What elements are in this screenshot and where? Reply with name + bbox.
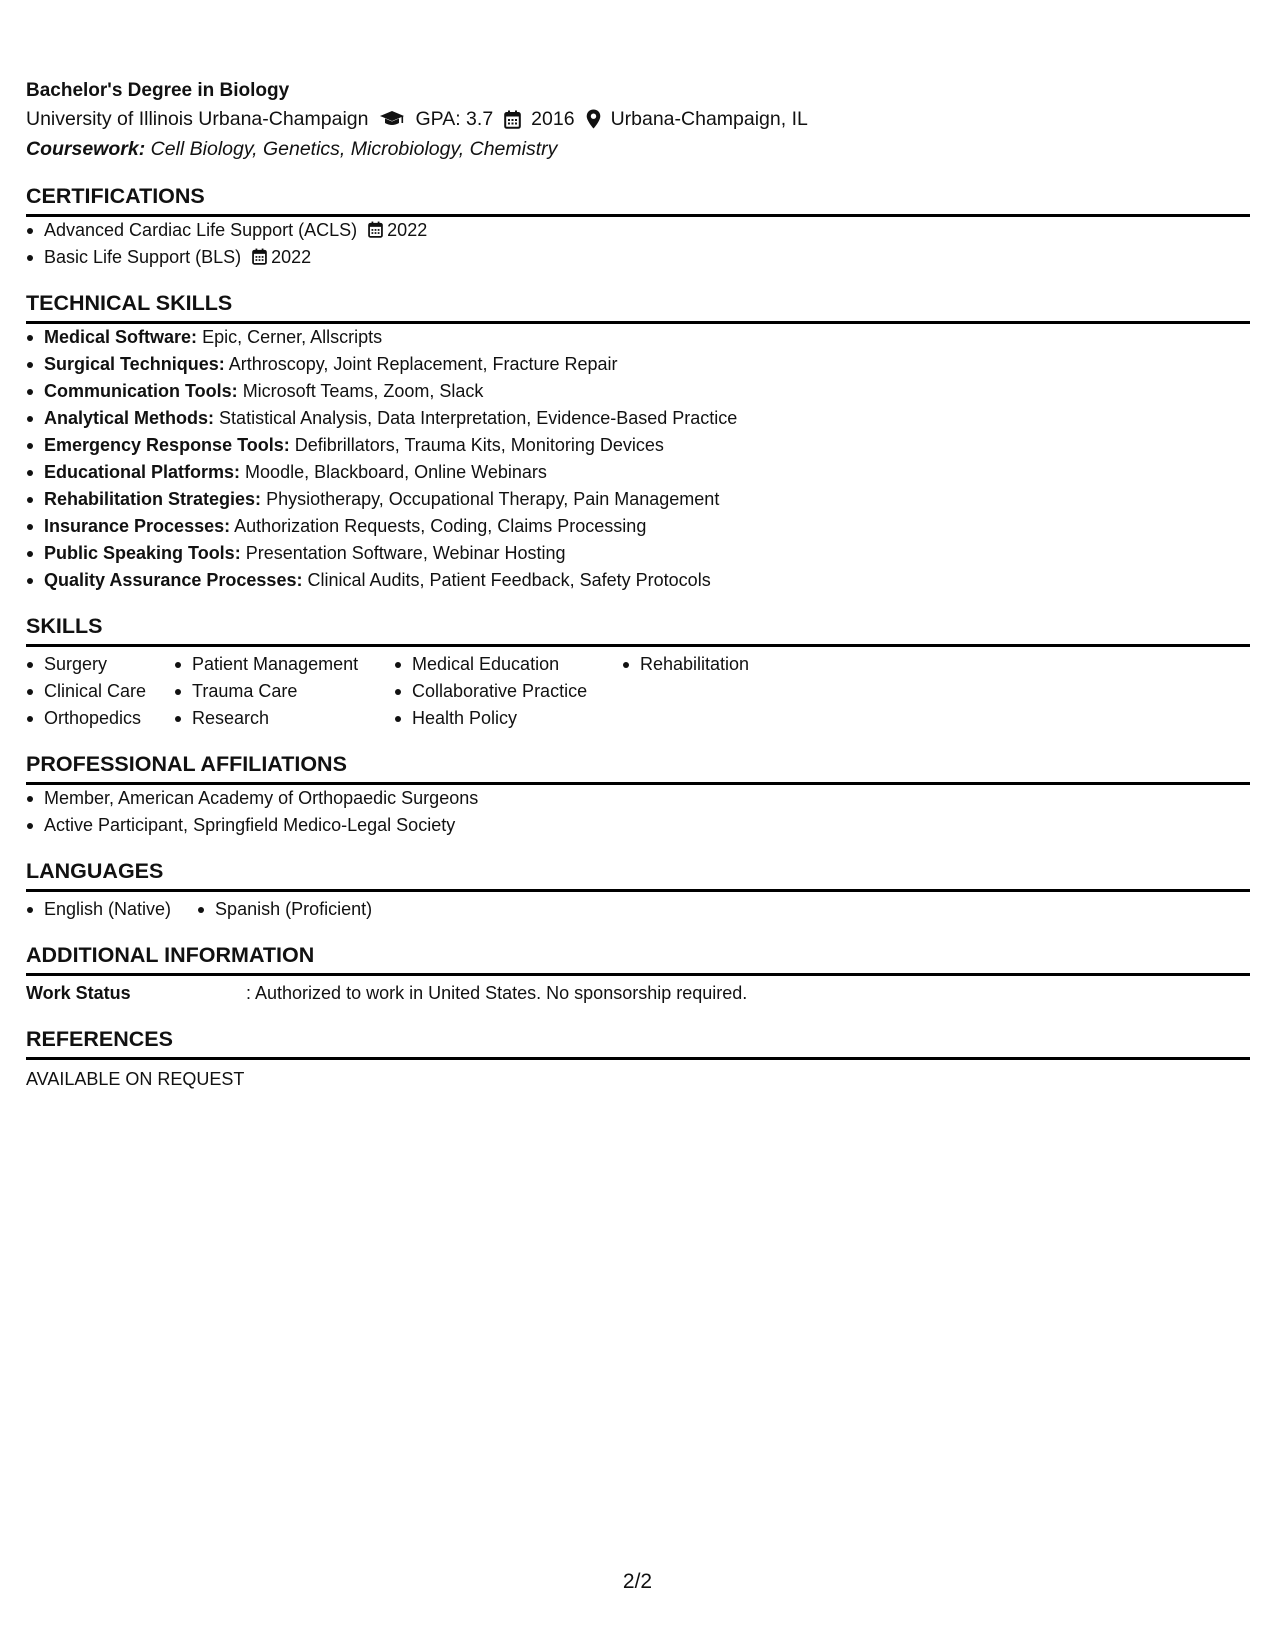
section-title-skills: SKILLS — [26, 612, 1250, 647]
list-item — [26, 459, 1250, 486]
skill-item: Orthopedics — [26, 705, 152, 732]
education-details — [26, 104, 1250, 134]
skill-item: Trauma Care — [174, 678, 372, 705]
certifications-list — [26, 217, 1250, 271]
skill-category: Educational Platforms: — [44, 462, 241, 482]
list-item — [26, 486, 1250, 513]
affiliations-list — [26, 785, 1250, 839]
list-item — [26, 432, 1250, 459]
resume-page — [26, 78, 1250, 1093]
list-item — [26, 513, 1250, 540]
section-title-languages: LANGUAGES — [26, 857, 1250, 892]
skill-category: Insurance Processes: — [44, 516, 231, 536]
skill-category: Quality Assurance Processes: — [44, 570, 303, 590]
work-status-row — [26, 976, 1250, 1007]
skills-column — [394, 651, 600, 732]
skill-category: Emergency Response Tools: — [44, 435, 290, 455]
gpa: GPA: 3.7 — [415, 108, 494, 130]
skill-values: Authorization Requests, Coding, Claims Processing — [234, 516, 647, 536]
section-title-additional-information: ADDITIONAL INFORMATION — [26, 941, 1250, 976]
section-title-affiliations: PROFESSIONAL AFFILIATIONS — [26, 750, 1250, 785]
list-item — [26, 540, 1250, 567]
skill-item: Collaborative Practice — [394, 678, 600, 705]
coursework-list: Cell Biology, Genetics, Microbiology, Chemistry — [150, 138, 558, 160]
graduation-year: 2016 — [531, 108, 575, 130]
calendar-icon — [504, 110, 521, 129]
references-text: AVAILABLE ON REQUEST — [26, 1069, 245, 1089]
skill-category: Rehabilitation Strategies: — [44, 489, 262, 509]
skill-category: Surgical Techniques: — [44, 354, 225, 374]
technical-skills-list — [26, 324, 1250, 594]
skill-values: Physiotherapy, Occupational Therapy, Pain Management — [266, 489, 720, 509]
skill-values: Presentation Software, Webinar Hosting — [245, 543, 566, 563]
skill-item: Research — [174, 705, 372, 732]
skill-item: Surgery — [26, 651, 152, 678]
list-item — [26, 324, 1250, 351]
list-item — [26, 405, 1250, 432]
skill-category: Medical Software: — [44, 327, 198, 347]
list-item: Active Participant, Springfield Medico-Legal Society — [26, 812, 1250, 839]
language-item: English (Native) — [26, 896, 171, 923]
list-item — [26, 217, 1250, 244]
certification-year: 2022 — [387, 220, 428, 240]
section-title-technical-skills: TECHNICAL SKILLS — [26, 289, 1250, 324]
certification-name: Advanced Cardiac Life Support (ACLS) — [44, 220, 358, 240]
list-item — [26, 378, 1250, 405]
degree-title: Bachelor's Degree in Biology — [26, 80, 290, 101]
skill-values: Epic, Cerner, Allscripts — [202, 327, 383, 347]
skill-item: Rehabilitation — [622, 651, 749, 678]
skill-values: Arthroscopy, Joint Replacement, Fracture Repair — [228, 354, 618, 374]
skill-category: Analytical Methods: — [44, 408, 215, 428]
school-location: Urbana-Champaign, IL — [610, 108, 808, 130]
section-title-certifications: CERTIFICATIONS — [26, 182, 1250, 217]
language-item: Spanish (Proficient) — [197, 896, 372, 923]
skills-grid — [26, 647, 1250, 732]
skills-column — [26, 651, 152, 732]
section-title-references: REFERENCES — [26, 1025, 1250, 1060]
certification-year: 2022 — [271, 247, 312, 267]
coursework-label: Coursework: — [26, 138, 146, 160]
work-status-label: Work Status — [26, 983, 131, 1003]
skill-item: Patient Management — [174, 651, 372, 678]
skill-values: Statistical Analysis, Data Interpretation, Evidence-Based Practice — [219, 408, 738, 428]
skill-item: Health Policy — [394, 705, 600, 732]
map-pin-icon — [586, 109, 601, 129]
skills-column — [174, 651, 372, 732]
skill-values: Moodle, Blackboard, Online Webinars — [245, 462, 547, 482]
skills-column — [622, 651, 749, 732]
skill-values: Microsoft Teams, Zoom, Slack — [242, 381, 484, 401]
skill-item: Clinical Care — [26, 678, 152, 705]
list-item — [26, 567, 1250, 594]
skill-item: Medical Education — [394, 651, 600, 678]
graduation-cap-icon — [379, 110, 405, 128]
list-item — [26, 244, 1250, 271]
work-status-value: : Authorized to work in United States. No sponsorship required. — [246, 983, 748, 1003]
list-item — [26, 351, 1250, 378]
skill-values: Clinical Audits, Patient Feedback, Safety Protocols — [307, 570, 711, 590]
skill-category: Public Speaking Tools: — [44, 543, 241, 563]
calendar-icon — [252, 246, 267, 273]
page-number: 2/2 — [622, 1570, 653, 1593]
certification-name: Basic Life Support (BLS) — [44, 247, 242, 267]
calendar-icon — [368, 219, 383, 246]
education-entry — [26, 78, 1250, 164]
skill-values: Defibrillators, Trauma Kits, Monitoring Devices — [294, 435, 664, 455]
languages-list — [26, 892, 1250, 923]
list-item: Member, American Academy of Orthopaedic Surgeons — [26, 785, 1250, 812]
skill-category: Communication Tools: — [44, 381, 238, 401]
coursework — [26, 134, 1250, 164]
school-name: University of Illinois Urbana-Champaign — [26, 108, 369, 130]
